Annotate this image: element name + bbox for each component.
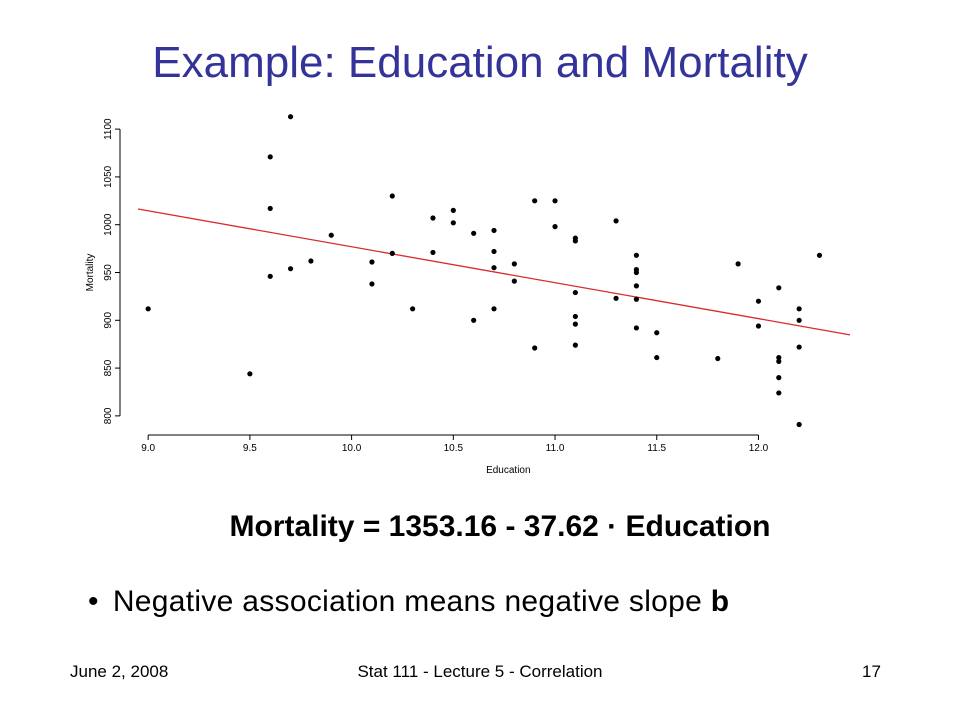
data-point xyxy=(491,228,496,233)
data-point xyxy=(573,290,578,295)
x-tick-label: 9.5 xyxy=(242,443,257,454)
data-point xyxy=(634,283,639,288)
y-tick-label: 1100 xyxy=(103,118,114,140)
data-point xyxy=(654,330,659,335)
footer-page-number: 17 xyxy=(862,662,881,681)
data-point xyxy=(573,238,578,243)
data-point xyxy=(491,249,496,254)
data-point xyxy=(776,359,781,364)
y-tick-label: 1000 xyxy=(103,213,114,236)
data-point xyxy=(613,218,618,223)
data-point xyxy=(654,355,659,360)
bullet-dot-icon: • xyxy=(88,585,99,618)
y-tick-label: 800 xyxy=(103,407,114,425)
data-point xyxy=(471,318,476,323)
data-point xyxy=(247,371,252,376)
data-point xyxy=(797,306,802,311)
data-point xyxy=(288,266,293,271)
slide-title: Example: Education and Mortality xyxy=(152,38,808,87)
data-point xyxy=(532,345,537,350)
data-point xyxy=(451,208,456,213)
x-tick-label: 10.0 xyxy=(341,443,362,454)
data-point xyxy=(736,261,741,266)
x-tick-label: 11.5 xyxy=(647,443,667,454)
y-tick-label: 900 xyxy=(103,311,114,329)
data-point xyxy=(451,220,456,225)
data-point xyxy=(268,206,273,211)
data-point xyxy=(390,251,395,256)
x-tick-label: 12.0 xyxy=(748,443,769,454)
bullet-text: Negative association means negative slope xyxy=(112,585,711,618)
data-point xyxy=(797,318,802,323)
data-point xyxy=(634,297,639,302)
x-axis-label: Education xyxy=(486,465,531,476)
data-point xyxy=(634,253,639,258)
data-point xyxy=(756,323,761,328)
footer-date: June 2, 2008 xyxy=(70,662,169,681)
x-tick-label: 9.0 xyxy=(141,443,156,454)
y-tick-label: 1050 xyxy=(103,165,114,189)
data-point xyxy=(613,296,618,301)
data-point xyxy=(512,261,517,266)
data-point xyxy=(288,114,293,119)
bullet-bold-text: b xyxy=(710,585,730,618)
data-point xyxy=(715,356,720,361)
data-point xyxy=(776,375,781,380)
scatter-plot xyxy=(80,105,880,485)
regression-equation: Mortality = 1353.16 - 37.62 · Education xyxy=(229,510,771,543)
y-tick-label: 850 xyxy=(103,359,114,377)
data-point xyxy=(573,314,578,319)
data-point xyxy=(329,233,334,238)
data-point xyxy=(410,306,415,311)
x-tick-label: 10.5 xyxy=(443,443,464,454)
data-point xyxy=(512,279,517,284)
data-point xyxy=(369,259,374,264)
data-point xyxy=(552,198,557,203)
data-point xyxy=(797,344,802,349)
footer-course: Stat 111 - Lecture 5 - Correlation xyxy=(357,662,603,681)
data-point xyxy=(471,231,476,236)
bullet-point xyxy=(88,585,729,619)
data-point xyxy=(268,154,273,159)
data-point xyxy=(369,281,374,286)
data-point xyxy=(573,322,578,327)
data-point xyxy=(430,215,435,220)
data-point xyxy=(430,250,435,255)
axes xyxy=(103,118,769,454)
data-point xyxy=(634,325,639,330)
data-point xyxy=(491,265,496,270)
data-point xyxy=(817,253,822,258)
data-point xyxy=(634,270,639,275)
x-tick-label: 11.0 xyxy=(545,443,565,454)
data-point xyxy=(573,343,578,348)
data-point xyxy=(756,299,761,304)
data-point xyxy=(797,422,802,427)
y-axis-label: Mortality xyxy=(85,253,96,292)
data-point xyxy=(268,274,273,279)
data-point xyxy=(491,306,496,311)
data-point xyxy=(776,390,781,395)
y-tick-label: 950 xyxy=(103,264,114,281)
data-point xyxy=(532,198,537,203)
data-point xyxy=(776,285,781,290)
data-point xyxy=(390,193,395,198)
data-point xyxy=(146,306,151,311)
data-point xyxy=(552,224,557,229)
data-point xyxy=(308,258,313,263)
